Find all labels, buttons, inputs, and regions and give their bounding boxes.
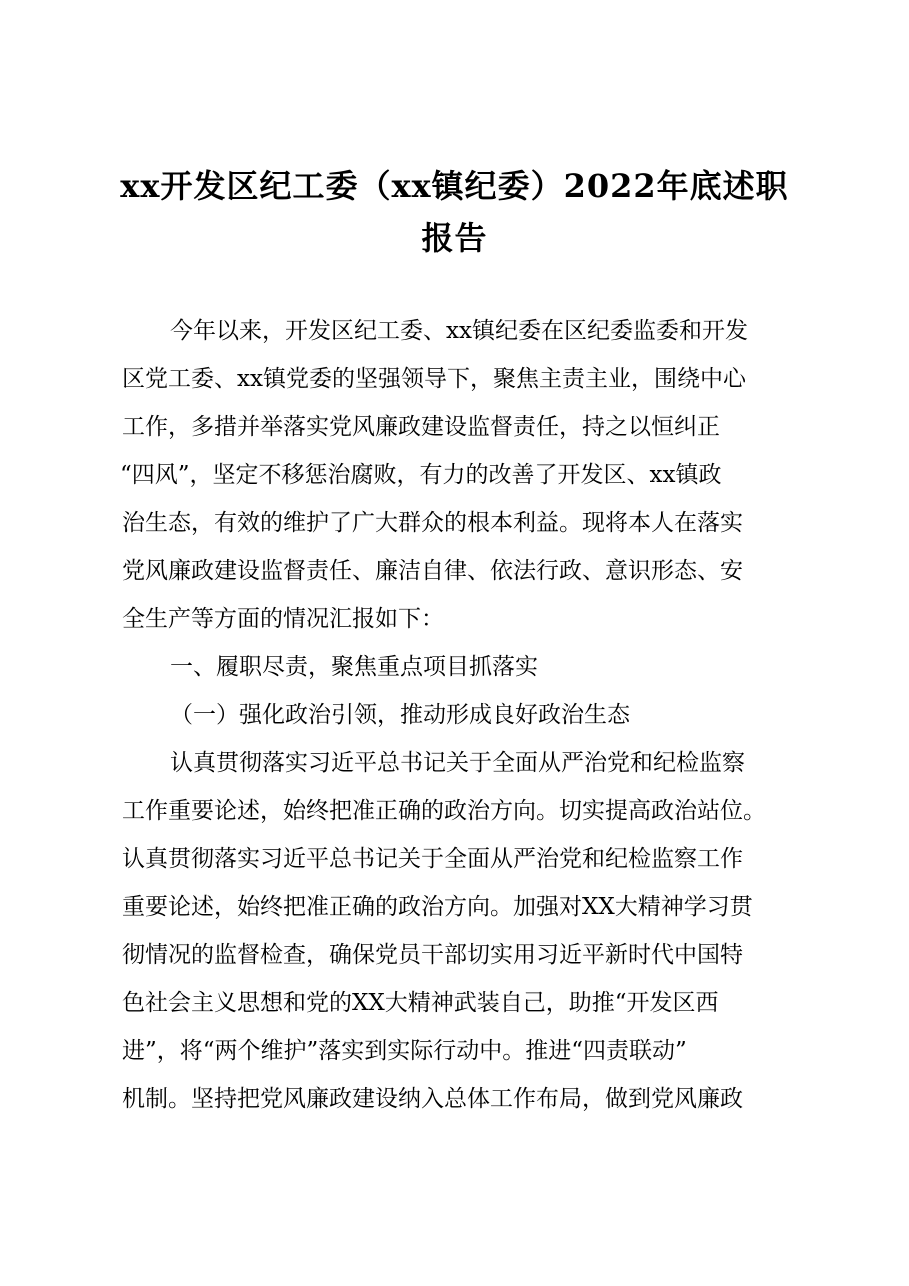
body-line-9: 工作重要论述，始终把准正确的政治方向。切实提高政治站位。 [122,798,766,824]
body-line-13: 色社会主义思想和党的XX大精神武装自己，助推“开发区西 [122,990,719,1016]
body-line-15: 机制。坚持把党风廉政建设纳入总体工作布局，做到党风廉政 [122,1086,743,1112]
body-line-11: 重要论述，始终把准正确的政治方向。加强对XX大精神学习贯 [122,894,753,920]
body-line-1: 今年以来，开发区纪工委、xx镇纪委在区纪委监委和开发 [170,318,748,344]
body-line-10: 认真贯彻落实习近平总书记关于全面从严治党和纪检监察工作 [122,846,743,872]
body-line-6: 党风廉政建设监督责任、廉洁自律、依法行政、意识形态、安 [122,558,743,584]
document-title-line-2: 报告 [421,219,488,257]
body-line-2: 区党工委、xx镇党委的坚强领导下，聚焦主责主业，围绕中心 [122,366,746,392]
body-line-7: 全生产等方面的情况汇报如下： [122,606,444,632]
section-heading-1: 一、履职尽责，聚焦重点项目抓落实 [170,654,538,680]
body-line-3: 工作，多措并举落实党风廉政建设监督责任，持之以恒纠正 [122,414,720,440]
document-title-line-1: xx开发区纪工委（xx镇纪委）2022年底述职 [120,167,789,205]
body-line-4: “四风”，坚定不移惩治腐败，有力的改善了开发区、xx镇政 [120,462,722,488]
body-line-5: 治生态，有效的维护了广大群众的根本利益。现将本人在落实 [122,510,743,536]
body-line-14: 进”，将“两个维护”落实到实际行动中。推进“四责联动” [122,1038,687,1064]
subsection-heading-1: （一）强化政治引领，推动形成良好政治生态 [170,702,630,728]
body-line-12: 彻情况的监督检查，确保党员干部切实用习近平新时代中国特 [122,942,743,968]
body-line-8: 认真贯彻落实习近平总书记关于全面从严治党和纪检监察 [170,750,745,776]
